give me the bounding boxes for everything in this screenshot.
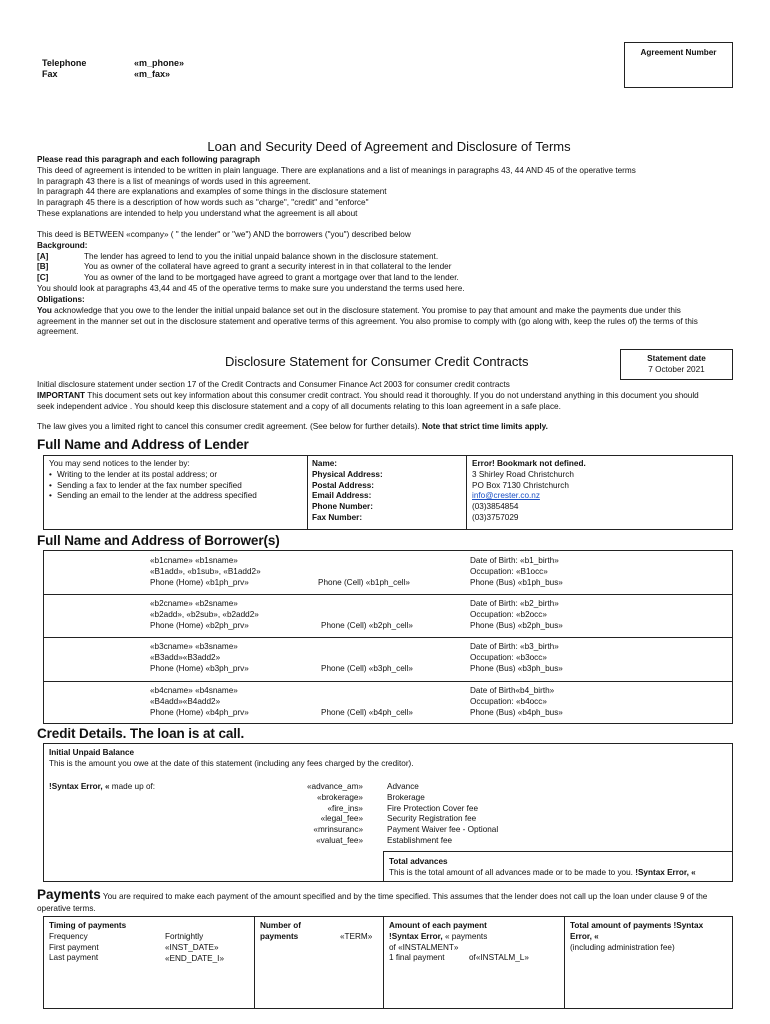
- credit-field: «legal_fee»: [320, 814, 363, 824]
- credit-field: «valuat_fee»: [316, 836, 363, 846]
- number-value: «TERM»: [340, 932, 373, 941]
- intro-line: This deed of agreement is intended to be written in plain language. There are explanations and a list of meanings in paragraphs 43, 44 AND 45 of the operative terms: [37, 165, 636, 175]
- timing-block: [49, 921, 126, 964]
- important-line: [37, 391, 737, 402]
- borrower-dob: Date of Birth: «b1_birth»: [470, 556, 559, 565]
- payments-desc-2: operative terms.: [37, 904, 96, 913]
- credit-label: Advance: [387, 782, 419, 791]
- notice-bullet: [49, 470, 257, 481]
- background-tag: [C]: [37, 273, 49, 283]
- obligations-line: agreement.: [37, 327, 79, 337]
- total-payments-label: Total amount of payments !Syntax: [570, 921, 704, 930]
- credit-heading: Credit Details. The loan is at call.: [37, 726, 245, 741]
- disclosure-title: Disclosure Statement for Consumer Credit Contracts: [225, 354, 529, 369]
- deed-intro: [37, 155, 737, 220]
- borrower-phone-cell: Phone (Cell) «b2ph_cell»: [321, 621, 413, 630]
- payments-heading: Payments: [37, 887, 101, 902]
- credit-field: «advance_am»: [307, 782, 363, 791]
- borrower-phone-cell: Phone (Cell) «b3ph_cell»: [321, 664, 413, 673]
- bullet-icon: •: [49, 480, 52, 490]
- intro-line: In paragraph 45 there is a description of how words such as "charge", "credit" and "enforce": [37, 198, 369, 208]
- frequency-label: Frequency: [49, 931, 88, 941]
- important-label: IMPORTANT: [37, 390, 86, 400]
- borrower-row-divider: [43, 594, 733, 595]
- telephone-value: «m_phone»: [134, 58, 185, 68]
- total-desc-text: This is the total amount of all advances made or to be made to you.: [389, 867, 636, 877]
- borrower-occupation: Occupation: «B1occ»: [470, 567, 548, 576]
- amount-line: [389, 932, 529, 943]
- lender-labels: [312, 459, 383, 524]
- total-advances-desc: [389, 868, 696, 879]
- frequency-value: Fortnightly: [165, 932, 204, 941]
- payments-desc: You are required to make each payment of the amount specified and by the time specified. This assumes that the lender does not call up the loan under clause 9 of the: [100, 892, 708, 901]
- credit-field: «mrinsuranc»: [313, 825, 363, 835]
- made-up-line: [49, 782, 155, 793]
- intro-line: These explanations are intended to help you understand what the agreement is all about: [37, 209, 358, 219]
- borrower-phone-bus: Phone (Bus) «b3ph_bus»: [470, 664, 563, 673]
- bullet-icon: •: [49, 491, 52, 501]
- borrower-address: «B3add»«B3add2»: [150, 652, 221, 662]
- payments-intro: [37, 886, 707, 904]
- credit-label: Fire Protection Cover fee: [387, 803, 479, 813]
- credit-label: Establishment fee: [387, 836, 453, 846]
- lender-fax: (03)3757029: [472, 513, 519, 523]
- lender-label: Postal Address:: [312, 480, 375, 490]
- lender-label: Email Address:: [312, 491, 372, 501]
- agreement-number-label: Agreement Number: [640, 48, 717, 57]
- first-payment-label: First payment: [49, 942, 99, 952]
- lender-label: Physical Address:: [312, 469, 383, 479]
- iub-desc: This is the amount you owe at the date of this statement (including any fees charged by the creditor).: [49, 758, 414, 768]
- deed-title: Loan and Security Deed of Agreement and Disclosure of Terms: [207, 139, 571, 154]
- iub-block: [49, 748, 414, 770]
- fax-value: «m_fax»: [134, 69, 171, 79]
- credit-fields: [260, 782, 363, 847]
- important-text: This document sets out key information about this consumer credit contract. You should read it thoroughly. If you do not understand anything in this document you should: [85, 390, 699, 400]
- obligations-text: acknowledge that you owe to the lender the initial unpaid balance set out in the disclosure statement. You promise to pay that amount and make the payments due under this: [51, 305, 681, 315]
- number-block: [260, 921, 378, 943]
- credit-divider: [383, 851, 733, 852]
- lender-phone: (03)3854854: [472, 502, 519, 512]
- credit-field: «brokerage»: [317, 792, 363, 802]
- lender-postal: PO Box 7130 Christchurch: [472, 480, 569, 490]
- borrower-row: [150, 599, 730, 631]
- borrower-occupation: Occupation: «b3occ»: [470, 653, 547, 662]
- lender-physical: 3 Shirley Road Christchurch: [472, 469, 574, 479]
- background-item: [37, 273, 737, 284]
- borrower-phone-cell: Phone (Cell) «b1ph_cell»: [318, 578, 410, 587]
- borrower-dob: Date of Birth«b4_birth»: [470, 686, 555, 695]
- background-text: You as owner of the land to be mortgaged have agreed to grant a mortgage over that land to the lender.: [84, 273, 459, 283]
- credit-field: «fire_ins»: [327, 803, 363, 813]
- payments-col-divider: [254, 916, 255, 1009]
- borrower-occupation: Occupation: «b2occ»: [470, 610, 547, 619]
- intro-line: In paragraph 43 there is a list of meanings of words used in this agreement.: [37, 176, 311, 186]
- total-payments-note: (including administration fee): [570, 942, 675, 952]
- amount-final: [389, 953, 529, 964]
- lender-label: Phone Number:: [312, 502, 373, 512]
- total-payments-block: [570, 921, 703, 953]
- credit-label: Security Registration fee: [387, 814, 477, 824]
- background-tag: [B]: [37, 262, 49, 272]
- payments-col-divider: [383, 916, 384, 1009]
- deed-parties: [37, 230, 737, 338]
- borrower-phone-cell: Phone (Cell) «b4ph_cell»: [321, 708, 413, 717]
- borrower-name: «b3cname» «b3sname»: [150, 642, 238, 651]
- first-payment-value: «INST_DATE»: [165, 942, 219, 952]
- amount-final-value: of«INSTALM_L»: [469, 953, 529, 963]
- lender-values: [472, 459, 586, 524]
- number-label: Number of: [260, 921, 301, 930]
- borrower-address: «B1add», «b1sub», «B1add2»: [150, 566, 261, 576]
- background-text: The lender has agreed to lend to you the initial unpaid balance shown in the disclosure statement.: [84, 251, 439, 261]
- borrower-address: «b2add», «b2sub», «b2add2»: [150, 609, 259, 619]
- amount-of: of «INSTALMENT»: [389, 942, 459, 952]
- lender-email-link[interactable]: info@crester.co.nz: [472, 491, 540, 501]
- statement-date-label: Statement date: [647, 354, 706, 363]
- bullet-icon: •: [49, 469, 52, 479]
- background-item: [37, 262, 737, 273]
- syntax-error: !Syntax Error, «: [49, 782, 110, 791]
- timing-label: Timing of payments: [49, 921, 127, 930]
- borrower-row: [150, 686, 730, 718]
- iub-label: Initial Unpaid Balance: [49, 748, 135, 757]
- borrower-name: «b1cname» «b1sname»: [150, 556, 238, 565]
- borrower-phone-bus: Phone (Bus) «b1ph_bus»: [470, 578, 563, 587]
- cancel-line: [37, 422, 737, 433]
- obligations-you: You: [37, 305, 52, 315]
- total-payments-label-2: Error, «: [570, 931, 599, 941]
- background-label: Background:: [37, 240, 88, 250]
- cancel-text: The law gives you a limited right to cancel this consumer credit agreement. (See below for further details).: [37, 422, 422, 432]
- obligations-line: agreement in the manner set out in the disclosure statement and operative terms of this agreement. You also promise to comply with (go along with, keep the rules of) the terms of this: [37, 316, 698, 326]
- borrower-phone-bus: Phone (Bus) «b2ph_bus»: [470, 621, 563, 630]
- borrower-row-divider: [43, 681, 733, 682]
- initial-disclosure-line: Initial disclosure statement under section 17 of the Credit Contracts and Consumer Finance Act 2003 for consumer credit contracts: [37, 380, 510, 389]
- lender-name: Error! Bookmark not defined.: [472, 459, 586, 468]
- notices-intro: You may send notices to the lender by:: [49, 459, 190, 468]
- amount-block: [389, 921, 529, 964]
- borrower-name: «b4cname» «b4sname»: [150, 686, 238, 695]
- obligations-label: Obligations:: [37, 294, 85, 304]
- payments-col-divider: [564, 916, 565, 1009]
- amount-label: Amount of each payment: [389, 921, 487, 930]
- fax-label: Fax: [42, 69, 58, 79]
- borrower-phone-home: Phone (Home) «b4ph_prv»: [150, 707, 249, 717]
- agreement-number-box: [624, 42, 733, 88]
- statement-date-box: [620, 349, 733, 380]
- lender-label: Name:: [312, 459, 338, 468]
- amount-rest: « payments: [442, 931, 488, 941]
- total-advances-block: [389, 857, 696, 879]
- important-line-2: seek independent advice . You should keep this disclosure statement and a copy of all documents relating to this loan agreement in a safe place.: [37, 401, 561, 411]
- credit-labels: [387, 782, 498, 847]
- borrower-phone-home: Phone (Home) «b1ph_prv»: [150, 577, 249, 587]
- telephone-label: Telephone: [42, 58, 87, 68]
- borrower-row-divider: [43, 637, 733, 638]
- look-at-text: You should look at paragraphs 43,44 and 45 of the operative terms to make sure you understand the terms used here.: [37, 284, 465, 294]
- background-text: You as owner of the collateral have agreed to grant a security interest in in that collateral to the lender: [84, 262, 452, 272]
- notice-bullet: [49, 481, 257, 492]
- borrower-row: [150, 556, 730, 588]
- borrower-address: «B4add»«B4add2»: [150, 696, 221, 706]
- last-payment-label: Last payment: [49, 953, 99, 963]
- lender-col-divider: [466, 455, 467, 530]
- bullet-text: Sending an email to the lender at the address specified: [57, 491, 257, 501]
- intro-bold: Please read this paragraph and each following paragraph: [37, 155, 260, 164]
- borrower-phone-home: Phone (Home) «b2ph_prv»: [150, 620, 249, 630]
- amount-error: !Syntax Error,: [389, 931, 443, 941]
- borrower-phone-bus: Phone (Bus) «b4ph_bus»: [470, 708, 563, 717]
- statement-date-value: 7 October 2021: [648, 364, 705, 374]
- number-label-2: payments: [260, 931, 299, 941]
- borrower-row: [150, 642, 730, 674]
- borrower-dob: Date of Birth: «b2_birth»: [470, 599, 559, 608]
- background-item: [37, 252, 737, 263]
- lender-label: Fax Number:: [312, 513, 363, 523]
- made-up-text: made up of:: [109, 782, 156, 791]
- disclosure-intro: [37, 380, 737, 433]
- borrower-occupation: Occupation: «b4occ»: [470, 697, 547, 706]
- last-payment-value: «END_DATE_I»: [165, 953, 225, 963]
- amount-final-label: 1 final payment: [389, 953, 445, 963]
- borrower-name: «b2cname» «b2sname»: [150, 599, 238, 608]
- background-tag: [A]: [37, 251, 49, 261]
- borrower-dob: Date of Birth: «b3_birth»: [470, 642, 559, 651]
- bullet-text: Sending a fax to lender at the fax number specified: [57, 480, 242, 490]
- lender-heading: Full Name and Address of Lender: [37, 437, 249, 452]
- borrower-phone-home: Phone (Home) «b3ph_prv»: [150, 663, 249, 673]
- cancel-bold: Note that strict time limits apply.: [422, 422, 548, 432]
- credit-label: Brokerage: [387, 792, 425, 802]
- timing-values: [165, 932, 224, 964]
- borrowers-heading: Full Name and Address of Borrower(s): [37, 533, 280, 548]
- notice-bullet: [49, 491, 257, 502]
- between-text: This deed is BETWEEN «company» ( " the lender" or "we") AND the borrowers ("you") described below: [37, 230, 411, 239]
- bullet-text: Writing to the lender at its postal address; or: [57, 469, 218, 479]
- obligations-line: [37, 306, 737, 317]
- lender-col-divider: [307, 455, 308, 530]
- total-desc-error: !Syntax Error, «: [635, 867, 696, 877]
- credit-divider: [383, 851, 384, 882]
- lender-notices: [49, 459, 257, 502]
- intro-line: In paragraph 44 there are explanations and examples of some things in the disclosure statement: [37, 187, 387, 197]
- total-advances-label: Total advances: [389, 857, 448, 866]
- credit-label: Payment Waiver fee - Optional: [387, 825, 499, 835]
